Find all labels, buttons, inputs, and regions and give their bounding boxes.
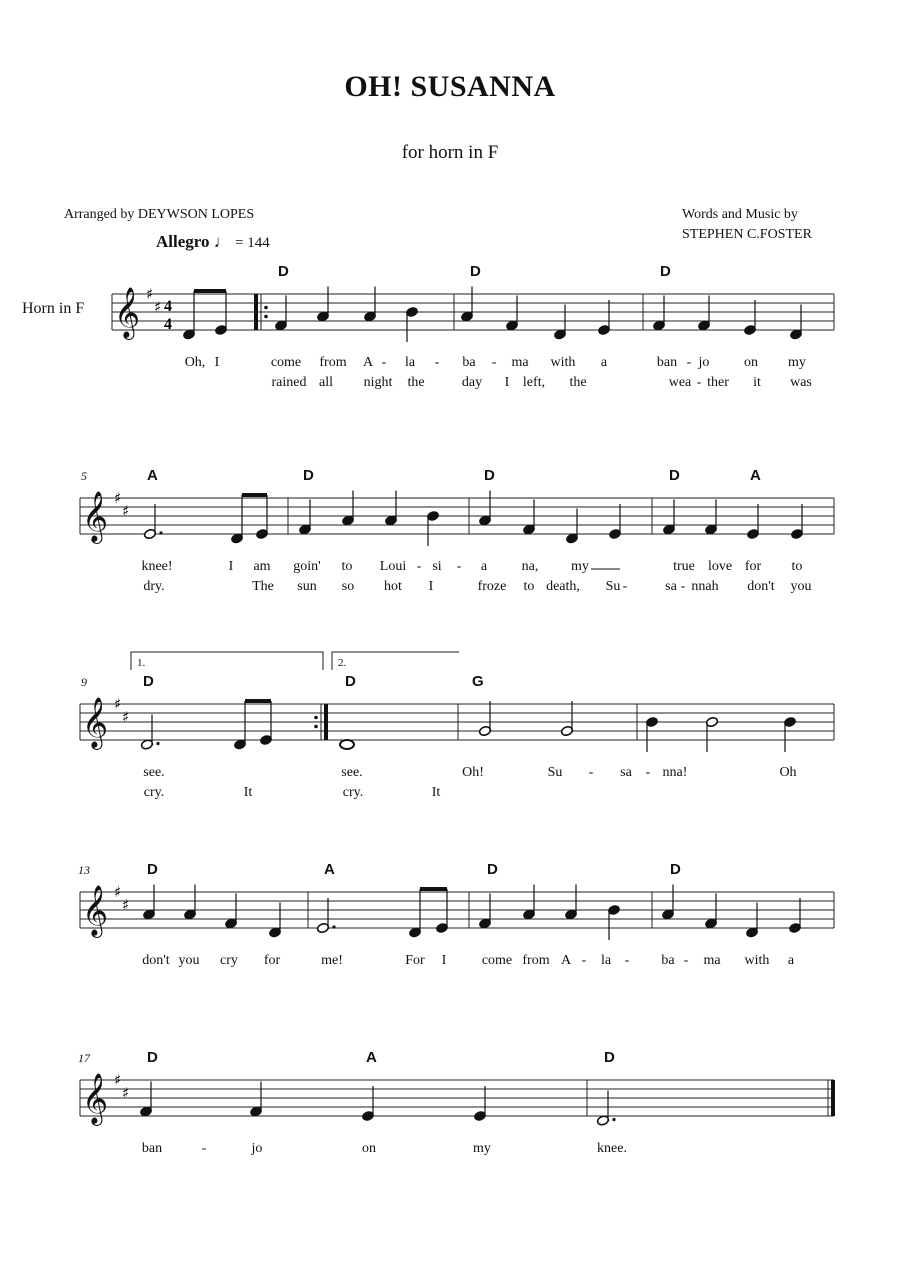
chord-symbol: D xyxy=(670,861,681,878)
sharp-icon: ♯ xyxy=(122,502,130,520)
lyric-verse-1: a xyxy=(787,953,795,968)
chord-symbol: A xyxy=(750,467,761,484)
composer-line2: STEPHEN C.FOSTER xyxy=(682,227,812,242)
lyric-verse-1: - xyxy=(683,953,689,968)
chord-symbol: D xyxy=(604,1049,615,1066)
lyric-verse-2: - xyxy=(696,375,702,390)
lyric-verse-1: ba xyxy=(661,953,675,968)
treble-clef-icon: 𝄞 xyxy=(82,1073,109,1124)
lyric-verse-2: night xyxy=(363,375,393,390)
treble-clef-icon: 𝄞 xyxy=(82,491,109,542)
lyric-verse-2: I xyxy=(504,375,510,390)
chord-symbol: D xyxy=(345,673,356,690)
lyric-verse-1: Loui xyxy=(379,559,407,574)
dot xyxy=(159,531,162,534)
lyric-verse-1: to xyxy=(341,559,353,574)
lyric-verse-1: come xyxy=(481,953,513,968)
lyric-verse-2: all xyxy=(319,375,333,390)
chord-symbol: D xyxy=(278,263,289,280)
lyric-verse-1: with xyxy=(550,355,576,370)
lyric-verse-2: you xyxy=(790,579,812,594)
staff-system-1 xyxy=(112,285,834,342)
measure-number: 9 xyxy=(81,675,87,689)
volta-bracket-2 xyxy=(332,652,459,670)
lyric-verse-1: my xyxy=(473,1141,491,1156)
lyric-verse-1: - xyxy=(456,559,462,574)
lyric-verse-2: It xyxy=(431,785,441,800)
repeat-dot xyxy=(314,725,318,729)
lyric-verse-1: I xyxy=(214,355,220,370)
lyric-verse-1: - xyxy=(588,765,594,780)
lyric-verse-2: ther xyxy=(707,375,729,390)
lyric-verse-1: my xyxy=(571,559,589,574)
dot xyxy=(332,925,335,928)
time-signature-top: 4 xyxy=(164,298,172,315)
tempo-word: Allegro xyxy=(156,232,210,251)
quarter-note-icon: ♩ xyxy=(213,232,231,251)
lyric-verse-1: A xyxy=(362,355,374,370)
time-signature-bottom: 4 xyxy=(164,316,172,333)
repeat-dot xyxy=(264,306,268,310)
staff-system-2 xyxy=(80,489,834,546)
chord-symbol: G xyxy=(472,673,484,690)
lyric-verse-1: ma xyxy=(511,355,529,370)
treble-clef-icon: 𝄞 xyxy=(82,885,109,936)
sharp-icon: ♯ xyxy=(146,285,154,303)
chord-symbol: D xyxy=(487,861,498,878)
staff-system-5 xyxy=(80,1071,835,1126)
lyric-verse-1: knee! xyxy=(141,559,173,574)
subtitle: for horn in F xyxy=(401,142,499,163)
lyric-verse-1: - xyxy=(434,355,440,370)
lyric-verse-2: It xyxy=(243,785,253,800)
tempo-value: = 144 xyxy=(235,235,270,251)
sharp-icon: ♯ xyxy=(154,298,162,316)
volta-label-2: 2. xyxy=(338,657,347,669)
composer-line1: Words and Music by xyxy=(682,207,798,222)
lyric-verse-1: don't xyxy=(142,953,170,968)
lyric-verse-1: - xyxy=(201,1141,207,1156)
lyric-verse-1: - xyxy=(686,355,692,370)
chord-symbol: D xyxy=(470,263,481,280)
lyric-verse-1: A xyxy=(560,953,572,968)
lyric-verse-1: I xyxy=(441,953,447,968)
lyric-verse-1: Oh! xyxy=(462,765,484,780)
lyric-verse-1: la xyxy=(404,355,416,370)
lyric-verse-1: a xyxy=(480,559,488,574)
lyric-verse-2: froze xyxy=(477,579,507,594)
lyric-verse-1: with xyxy=(744,953,770,968)
lyric-verse-1: sa xyxy=(620,765,632,780)
lyric-verse-1: from xyxy=(522,953,550,968)
repeat-start-thick xyxy=(254,294,258,330)
lyric-verse-2: it xyxy=(753,375,761,390)
lyric-verse-1: Su xyxy=(547,765,563,780)
dot xyxy=(612,1118,615,1121)
lyric-verse-1: see. xyxy=(341,765,363,780)
lyric-verse-1: for xyxy=(263,953,281,968)
lyric-verse-1: I xyxy=(228,559,234,574)
lyric-verse-2: was xyxy=(790,375,812,390)
lyric-verse-1: Oh, xyxy=(184,355,206,370)
lyric-verse-1: true xyxy=(673,559,695,574)
song-title: OH! SUSANNA xyxy=(344,70,556,103)
lyric-verse-1: am xyxy=(253,559,271,574)
lyric-verse-2: sa xyxy=(665,579,677,594)
sharp-icon: ♯ xyxy=(122,1084,130,1102)
measure-number: 17 xyxy=(78,1051,90,1065)
lyric-verse-1: my xyxy=(788,355,806,370)
lyric-verse-2: left, xyxy=(522,375,546,390)
final-barline-thick xyxy=(831,1080,835,1116)
chord-symbol: A xyxy=(147,467,158,484)
lyric-verse-1: come xyxy=(270,355,302,370)
sharp-icon: ♯ xyxy=(114,1071,122,1089)
lyric-verse-1: - xyxy=(416,559,422,574)
staff-system-3 xyxy=(80,695,834,752)
lyric-verse-1: Oh xyxy=(779,765,797,780)
lyric-verse-1: on xyxy=(744,355,758,370)
lyric-verse-1: see. xyxy=(143,765,165,780)
lyric-verse-1: ban xyxy=(656,355,678,370)
lyric-verse-1: - xyxy=(645,765,651,780)
instrument-label: Horn in F xyxy=(22,300,85,317)
lyric-verse-1: ba xyxy=(462,355,476,370)
lyric-verse-1: cry xyxy=(220,953,238,968)
lyric-verse-2: sun xyxy=(297,579,317,594)
lyric-verse-2: wea xyxy=(668,375,692,390)
sharp-icon: ♯ xyxy=(122,896,130,914)
staff-system-4 xyxy=(80,883,834,940)
lyric-verse-1: - xyxy=(491,355,497,370)
lyric-verse-2: Su xyxy=(605,579,621,594)
repeat-dot xyxy=(264,315,268,319)
lyric-verse-1: jo xyxy=(698,355,710,370)
lyric-verse-1: si xyxy=(432,559,442,574)
lyric-verse-2: - xyxy=(680,579,686,594)
lyric-verse-2: rained xyxy=(271,375,307,390)
lyric-verse-2: the xyxy=(569,375,587,390)
measure-number: 13 xyxy=(78,863,90,877)
chord-symbol: D xyxy=(669,467,680,484)
lyric-verse-1: from xyxy=(319,355,347,370)
chord-symbol: A xyxy=(366,1049,377,1066)
sharp-icon: ♯ xyxy=(114,695,122,713)
lyric-verse-1: la xyxy=(600,953,612,968)
sharp-icon: ♯ xyxy=(122,708,130,726)
lyric-verse-1: on xyxy=(362,1141,376,1156)
chord-symbol: D xyxy=(660,263,671,280)
repeat-dot xyxy=(314,716,318,720)
chord-symbol: A xyxy=(324,861,335,878)
lyric-verse-1: - xyxy=(581,953,587,968)
lyric-verse-2: - xyxy=(622,579,628,594)
treble-clef-icon: 𝄞 xyxy=(114,287,141,338)
dot xyxy=(156,742,159,745)
chord-symbol: D xyxy=(147,1049,158,1066)
lyric-verse-1: a xyxy=(600,355,608,370)
volta-label-1: 1. xyxy=(137,657,146,669)
lyric-verse-1: jo xyxy=(251,1141,263,1156)
chord-symbol: D xyxy=(303,467,314,484)
lyric-verse-1: nna! xyxy=(662,765,688,780)
lyric-verse-1: knee. xyxy=(597,1141,627,1156)
lyric-verse-2: death, xyxy=(546,579,580,594)
lyric-verse-2: to xyxy=(523,579,535,594)
lyric-verse-2: the xyxy=(407,375,425,390)
repeat-end-thick xyxy=(324,704,328,740)
lyric-verse-2: cry. xyxy=(342,785,364,800)
sharp-icon: ♯ xyxy=(114,489,122,507)
lyric-verse-1: ma xyxy=(703,953,721,968)
lyric-verse-1: me! xyxy=(321,953,343,968)
lyric-verse-1: for xyxy=(744,559,762,574)
lyric-verse-2: cry. xyxy=(143,785,165,800)
lyric-verse-2: day xyxy=(461,375,483,390)
lyric-verse-2: I xyxy=(428,579,434,594)
chord-symbol: D xyxy=(147,861,158,878)
lyric-verse-1: - xyxy=(624,953,630,968)
chord-symbol: D xyxy=(484,467,495,484)
sharp-icon: ♯ xyxy=(114,883,122,901)
lyric-verse-1: goin' xyxy=(293,559,321,574)
volta-bracket-1 xyxy=(131,652,323,670)
lyric-verse-1: you xyxy=(178,953,200,968)
whole-note xyxy=(340,740,354,749)
lyric-verse-2: hot xyxy=(384,579,402,594)
arranger-credit: Arranged by DEYWSON LOPES xyxy=(64,207,255,222)
lyric-verse-2: nnah xyxy=(691,579,719,594)
lyric-verse-1: to xyxy=(791,559,803,574)
lyric-verse-1: love xyxy=(707,559,733,574)
lyric-verse-1: - xyxy=(381,355,387,370)
lyric-verse-1: na, xyxy=(521,559,539,574)
measure-number: 5 xyxy=(81,469,87,483)
treble-clef-icon: 𝄞 xyxy=(82,697,109,748)
lyric-verse-2: The xyxy=(252,579,274,594)
lyric-verse-1: For xyxy=(405,953,425,968)
lyric-verse-2: don't xyxy=(747,579,775,594)
lyric-verse-2: dry. xyxy=(143,579,165,594)
lyric-verse-2: so xyxy=(341,579,355,594)
chord-symbol: D xyxy=(143,673,154,690)
lyric-verse-1: ban xyxy=(141,1141,163,1156)
